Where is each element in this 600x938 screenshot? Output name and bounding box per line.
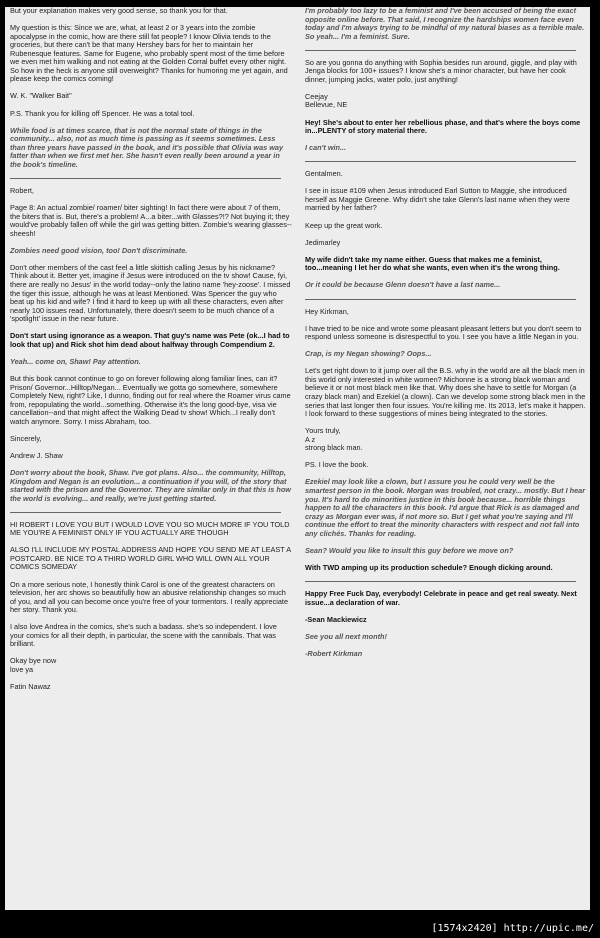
image-size-watermark: [1574x2420] http://upic.me/ xyxy=(431,923,594,934)
letter-paragraph: Andrew J. Shaw xyxy=(10,450,63,460)
left-column xyxy=(10,7,292,700)
editor-reply-robert: Sean? Would you like to insult this guy before we move on? xyxy=(305,545,514,555)
section-divider xyxy=(305,161,576,162)
letter-paragraph: I also love Andrea in the comics, she's such a badass. she's so independent. I love your comics for all their depth, in particular, the scene with the cannibals. That was brilliant. xyxy=(10,622,277,649)
editor-reply-robert: I'm probably too lazy to be a feminist and I've been accused of being the exact opposite online before. That said, I recognize the hardships women face even today and I'm always trying to be mindful of my natural biases as a terrible male. So yeah... I'm a feminist. Sure. xyxy=(305,6,585,41)
editor-reply-robert: -Robert Kirkman xyxy=(305,648,363,658)
editor-reply-sean: Don't start using ignorance as a weapon. That guy's name was Pete (ok...I had to look that up) and Rick shot him dead about halfway through Compendium 2. xyxy=(10,331,290,349)
letter-paragraph: ALSO I'LL INCLUDE MY POSTAL ADDRESS AND HOPE YOU SEND ME AT LEAST A POSTCARD. BE NICE TO A THIRD WORLD GIRL WHO WILL OWN ALL YOUR COMICS SOMEDAY xyxy=(10,545,291,572)
editor-reply-sean: Hey! She's about to enter her rebellious phase, and that's where the boys come in...PLENTY of story material there. xyxy=(305,117,581,136)
letter-paragraph: Yours truly, A z strong black man. xyxy=(305,426,363,453)
letter-paragraph: Ceejay Bellevue, NE xyxy=(305,91,348,110)
letter-paragraph: On a more serious note, I honestly think Carol is one of the greatest characters on television, her arc shows so beautifully how an abusive relationship changes so much of you, and all you can become once you're free of your tormentors. I really appreciate her story. Thank you. xyxy=(10,579,289,615)
editor-reply-robert: Ezekiel may look like a clown, but I assure you he could very well be the smartest person in the book. Morgan was troubled, not crazy... mostly. But I hear you. It's hard to do minorities justice in this book because... horrible things happen to all the characters in this book. I'd argue that Rick is as damaged and crazy as Morgan ever was, if not more so. But I get what you're saying and I'll continue the effort to treat the minority characters with respect and not fall into any clichés. Thanks for reading. xyxy=(305,477,586,538)
letter-paragraph: Let's get right down to it jump over all the B.S. why in the world are all the black men in this world only interested in white women? Michonne is a strong black woman and believe it or not most black men like that. Why does she have to settle for Morgan (a crazy black man) and Ezekiel (a clown). Can we develop some strong black men in the series that last longer then four issues. You're killing me. Its 2013, let's make it happen. I look forward to these suggestions of mines being integrated to the stories. xyxy=(305,366,586,419)
editor-reply-robert: See you all next month! xyxy=(305,631,387,641)
editor-reply-robert: Yeah... come on, Shaw! Pay attention. xyxy=(10,356,141,366)
editor-reply-sean: My wife didn't take my name either. Guess that makes me a feminist, too...meaning I let her do what she wants, even when it's the wrong thing. xyxy=(305,254,560,273)
letter-paragraph: PS. I love the book. xyxy=(305,460,369,470)
editor-reply-robert: Don't worry about the book, Shaw. I've got plans. Also... the community, Hilltop, Kingdom and Negan is an evolution... a continuation if you will, of the story that started with the prison and the Governor. They are similar only in that this is how the world is evolving... and really, we're just getting started. xyxy=(10,467,291,503)
section-divider xyxy=(305,299,576,300)
letter-paragraph: Don't other members of the cast feel a little skittish calling Jesus by his nickname? Think about it. Better yet, imagine if Jesus were introduced on the tv show! Cause, fyi, there are really no Jesus' in the world today--only the latino name 'hey-zoose'. I missed the tiger this issue, although he was at least Mentioned. Was Spencer the guy who beat up his kid and wife? I find it hard to keep up with all these characters, even after nearly 100 issues read. Unfortunately, there doesn't seem to be much chance of a 'spotlight' issue in the near future. xyxy=(10,262,291,324)
letter-paragraph: Fatin Nawaz xyxy=(10,682,51,692)
letter-paragraph: Hey Kirkman, xyxy=(305,306,349,316)
section-divider xyxy=(305,50,576,51)
section-divider xyxy=(10,178,281,179)
letter-paragraph: I have tried to be nice and wrote some pleasant pleasant letters but you don't seem to respond unless someone is disrespectful to you. I see you have a little Negan in you. xyxy=(305,323,582,342)
editor-reply-robert: Or it could be because Glenn doesn't have a last name... xyxy=(305,280,501,290)
letter-paragraph: HI ROBERT I LOVE YOU BUT I WOULD LOVE YOU SO MUCH MORE IF YOU TOLD ME YOU'RE A FEMINIST ONLY IF YOU ACTUALLY ARE THOUGH xyxy=(10,519,290,538)
letter-paragraph: Page 8: An actual zombie/ roamer/ biter sighting! In fact there were about 7 of them, the biters that is. But, there's a problem! A...a biter...with Glasses?!? Not buying it; they would've probably fallen off while the girl was getting bitten. Zombie's wearing glasses--sheesh! xyxy=(10,203,292,238)
letter-paragraph: My question is this: Since we are, what, at least 2 or 3 years into the zombie apocalypse in the comic, how are there still fat people? I know Olivia tends to the groceries, but there can't be that many Hershey bars for her to maintain her Rubenesque features. Same for Eugene, who probably spent most of the time before we even met him walking and not eating at the Golden Corral buffet every other night. So how in the heck is anyone still overweight? Thanks for humoring me yet again, and please keep the comics coming! xyxy=(10,23,288,84)
letter-paragraph: Okay bye now love ya xyxy=(10,656,57,675)
editor-reply-sean: -Sean Mackiewicz xyxy=(305,614,367,624)
letter-paragraph: Gentalmen. xyxy=(305,169,343,179)
letter-paragraph: Jedimarley xyxy=(305,237,341,247)
editor-reply-sean: With TWD amping up its production schedule? Enough dicking around. xyxy=(305,562,553,572)
letter-paragraph: Robert, xyxy=(10,185,34,195)
letter-paragraph: So are you gonna do anything with Sophia besides run around, giggle, and play with Jenga blocks for 100+ issues? I know she's a minor character, but have her cook dinner, jumping jacks, water polo, just anything! xyxy=(305,57,577,84)
editor-reply-robert: Zombies need good vision, too! Don't discriminate. xyxy=(10,245,188,255)
right-column xyxy=(305,7,587,667)
letter-paragraph: I see in issue #109 when Jesus introduced Earl Sutton to Maggie, she introduced herself as Maggie Greene. Why didn't she take Glenn's last name when they were married by her father? xyxy=(305,186,570,213)
letter-paragraph: P.S. Thank you for killing off Spencer. He was a total tool. xyxy=(10,108,195,118)
letter-paragraph: Keep up the great work. xyxy=(305,220,383,230)
editor-reply-sean: Happy Free Fuck Day, everybody! Celebrate in peace and get real sweaty. Next issue...a declaration of war. xyxy=(305,589,577,607)
letter-paragraph: W. K. "Walker Bait" xyxy=(10,91,72,101)
letter-paragraph: But your explanation makes very good sense, so thank you for that. xyxy=(10,6,228,15)
editor-reply-robert: Crap, is my Negan showing? Oops... xyxy=(305,349,432,359)
editor-reply-robert: While food is at times scarce, that is not the normal state of things in the community... also, not as much time is passing as it seems sometimes. Less than three years have passed in the book, and it's possible that Olivia was way fatter than when we first met her. She hasn't even really been around a year in the book's timeline. xyxy=(10,125,284,169)
section-divider xyxy=(305,581,576,582)
letter-paragraph: But this book cannot continue to go on forever following along familiar lines, can it? Prison/ Governor...Hilltop/Negan... Eventually we gotta go somewhere, somewhere Completely New, right? Like, I dunno, finding out for real where the Roamer virus came from, repopulating the world...something. Otherwise it's the long good-bye, visa vie cancellation--and that might affect the Walking Dead tv show! Which...I really don't watch anymore. Sorry. I miss Abraham, too. xyxy=(10,373,291,426)
section-divider xyxy=(10,512,281,513)
editor-reply-robert: I can't win... xyxy=(305,143,347,153)
letter-paragraph: Sincerely, xyxy=(10,433,42,443)
letters-page xyxy=(5,7,590,910)
